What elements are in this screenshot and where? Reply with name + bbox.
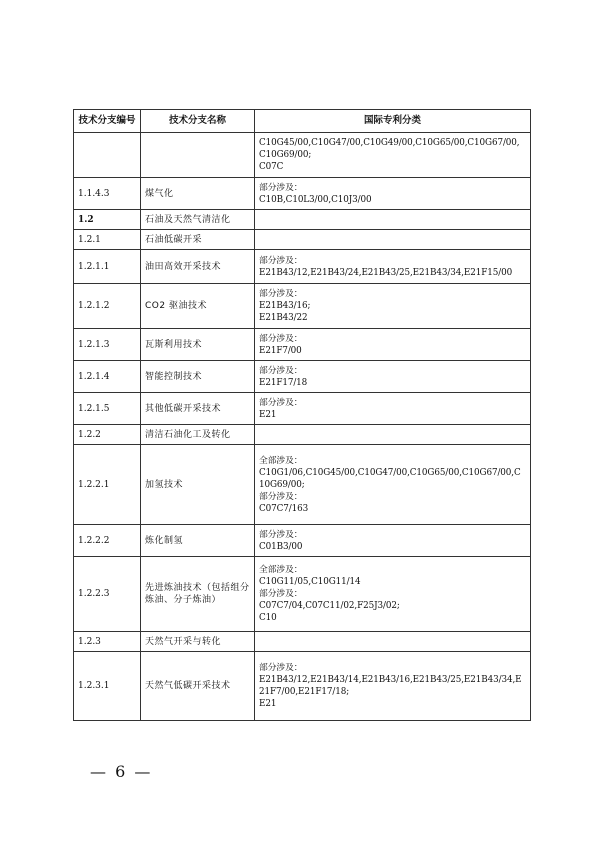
ipc-line: 全部涉及：	[259, 565, 303, 575]
branch-code-cell	[74, 133, 141, 178]
ipc-line: 全部涉及：	[259, 455, 303, 466]
ipc-line: E21	[259, 409, 277, 420]
table-row	[74, 230, 531, 250]
branch-name-cell	[141, 133, 255, 178]
ipc-cell	[255, 525, 531, 557]
branch-name-cell: 油田高效开采技术	[141, 250, 255, 284]
ipc-cell	[255, 230, 531, 250]
table-row	[74, 250, 531, 284]
ipc-line: E21B43/12,E21B43/24,E21B43/25,E21B43/34,E21F15/00	[259, 267, 513, 278]
ipc-line: 部分涉及：	[259, 333, 303, 344]
branch-code-cell: 1.2.1.2	[74, 284, 141, 329]
branch-code-cell: 1.2.2.3	[74, 557, 141, 632]
ipc-cell	[255, 445, 531, 525]
table-row	[74, 632, 531, 652]
ipc-line: E21	[259, 699, 277, 709]
branch-code-cell: 1.2.1.1	[74, 250, 141, 284]
ipc-line: C07C7/163	[259, 503, 309, 514]
ipc-cell	[255, 632, 531, 652]
table-row	[74, 525, 531, 557]
ipc-line: 部分涉及：	[259, 289, 303, 299]
ipc-cell	[255, 393, 531, 425]
ipc-cell	[255, 284, 531, 329]
ipc-line: C10G11/05,C10G11/14	[259, 577, 361, 587]
branch-name-cell: 瓦斯利用技术	[141, 329, 255, 361]
branch-name-cell: 其他低碳开采技术	[141, 393, 255, 425]
header-branch-code: 技术分支编号	[74, 110, 141, 133]
ipc-line: 部分涉及：	[259, 663, 303, 673]
ipc-line: E21F17/18	[259, 377, 308, 388]
ipc-line: E21B43/12,E21B43/14,E21B43/16,E21B43/25,E21B43/34,E21F7/00,E21F17/18;	[259, 675, 522, 697]
ipc-line: C10G45/00,C10G47/00,C10G49/00,C10G65/00,C10G67/00,C10G69/00;	[259, 138, 520, 160]
ipc-line: 部分涉及：	[259, 397, 303, 408]
ipc-cell	[255, 178, 531, 210]
table-row	[74, 133, 531, 178]
table-row	[74, 210, 531, 230]
branch-name-cell: 加氢技术	[141, 445, 255, 525]
table-row	[74, 557, 531, 632]
branch-name-cell: 石油低碳开采	[141, 230, 255, 250]
ipc-line: E21B43/22	[259, 313, 308, 323]
ipc-line: 部分涉及：	[259, 589, 303, 599]
ipc-line: 部分涉及：	[259, 182, 303, 193]
branch-name-cell: 先进炼油技术（包括组分炼油、分子炼油）	[141, 557, 255, 632]
ipc-classification-table	[73, 109, 531, 721]
ipc-cell	[255, 652, 531, 721]
branch-code-cell: 1.2.2.2	[74, 525, 141, 557]
ipc-line: C01B3/00	[259, 541, 303, 552]
branch-code-cell: 1.2.2	[74, 425, 141, 445]
branch-code-cell: 1.2.1.5	[74, 393, 141, 425]
branch-name-cell: 炼化制氢	[141, 525, 255, 557]
branch-name-cell: 天然气低碳开采技术	[141, 652, 255, 721]
branch-code-cell: 1.2.3.1	[74, 652, 141, 721]
table-row	[74, 393, 531, 425]
table-row	[74, 329, 531, 361]
branch-name-cell: CO2 驱油技术	[141, 284, 255, 329]
table-row	[74, 361, 531, 393]
branch-code-cell: 1.1.4.3	[74, 178, 141, 210]
ipc-line: E21F7/00	[259, 345, 302, 356]
table-row	[74, 652, 531, 721]
ipc-cell	[255, 425, 531, 445]
ipc-line: C07C	[259, 162, 284, 172]
ipc-line: 部分涉及：	[259, 529, 303, 540]
ipc-line: C10	[259, 613, 277, 623]
ipc-line: E21B43/16;	[259, 301, 311, 311]
ipc-line: 部分涉及：	[259, 365, 303, 376]
branch-name-cell: 石油及天然气清洁化	[141, 210, 255, 230]
ipc-line: 部分涉及：	[259, 255, 303, 266]
ipc-line: C10G1/06,C10G45/00,C10G47/00,C10G65/00,C10G67/00,C10G69/00;	[259, 467, 521, 490]
ipc-line: C07C7/04,C07C11/02,F25J3/02;	[259, 601, 400, 611]
table-row	[74, 425, 531, 445]
branch-code-cell: 1.2.1.4	[74, 361, 141, 393]
table-row	[74, 445, 531, 525]
branch-name-cell: 天然气开采与转化	[141, 632, 255, 652]
ipc-cell	[255, 361, 531, 393]
ipc-line: 部分涉及：	[259, 491, 303, 502]
branch-name-cell: 智能控制技术	[141, 361, 255, 393]
branch-code-cell: 1.2.2.1	[74, 445, 141, 525]
ipc-cell	[255, 133, 531, 178]
branch-name-cell: 清洁石油化工及转化	[141, 425, 255, 445]
header-ipc: 国际专利分类	[255, 110, 531, 133]
table-row	[74, 284, 531, 329]
branch-code-cell: 1.2.1.3	[74, 329, 141, 361]
page-number: — 6 —	[90, 762, 153, 781]
ipc-cell	[255, 329, 531, 361]
table-row	[74, 178, 531, 210]
header-branch-name: 技术分支名称	[141, 110, 255, 133]
ipc-cell	[255, 210, 531, 230]
branch-code-cell: 1.2.3	[74, 632, 141, 652]
ipc-cell	[255, 250, 531, 284]
branch-name-cell: 煤气化	[141, 178, 255, 210]
table-header-row	[74, 110, 531, 133]
branch-code-cell: 1.2	[74, 210, 141, 230]
branch-code-cell: 1.2.1	[74, 230, 141, 250]
ipc-cell	[255, 557, 531, 632]
ipc-line: C10B,C10L3/00,C10J3/00	[259, 194, 372, 205]
